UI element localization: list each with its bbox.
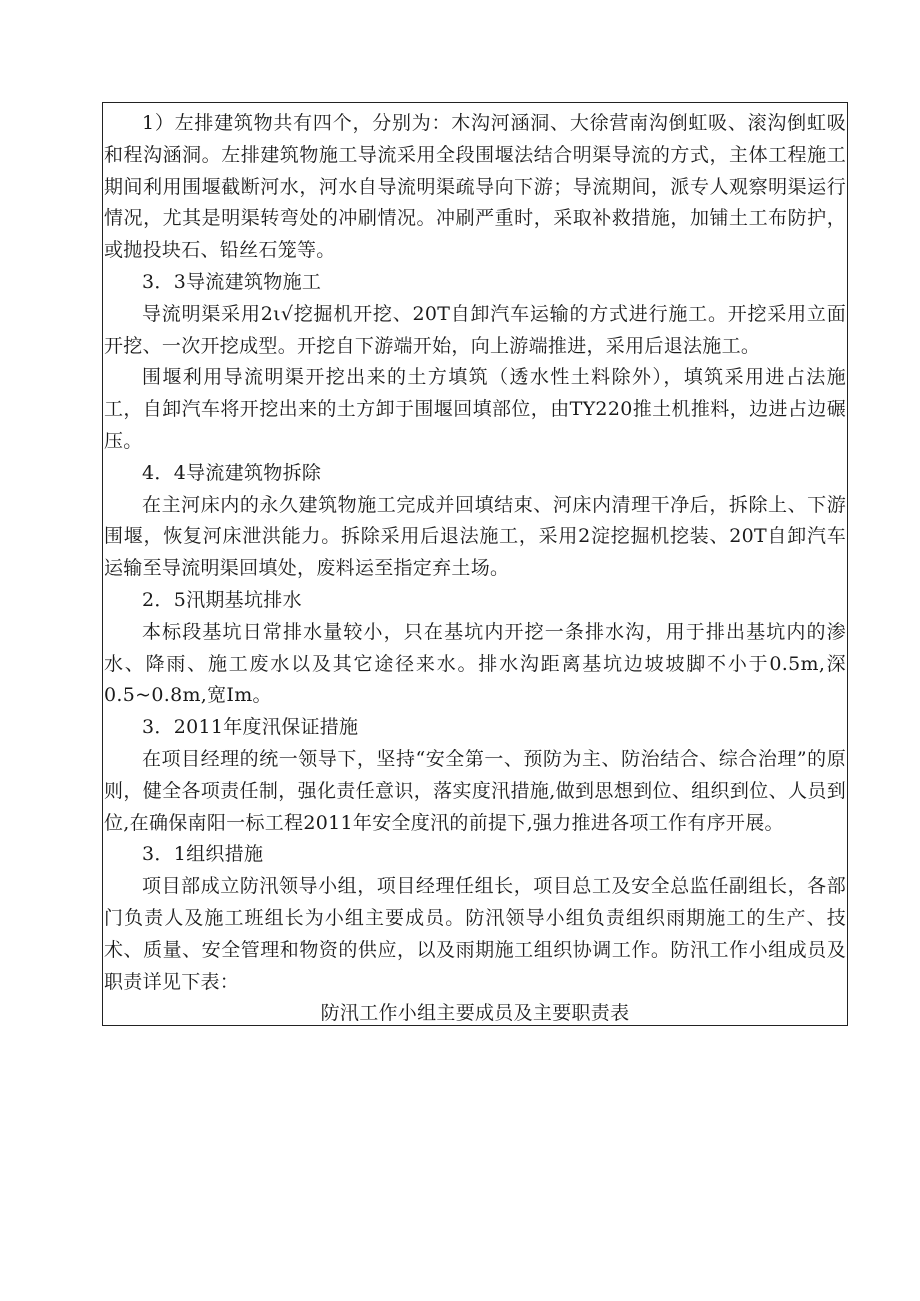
heading-pit-drainage: 2．5汛期基坑排水 <box>142 588 302 611</box>
paragraph-left-drainage: 1）左排建筑物共有四个，分别为：木沟河涵洞、大徐营南沟倒虹吸、滚沟倒虹吸和程沟涵洞。左排建筑物施工导流采用全段围堰法结合明渠导流的方式，主体工程施工期间利用围堰截断河水，河水自导流明渠疏导向下游；导流期间，派专人观察明渠运行情况，尤其是明渠转弯处的冲刷情况。冲刷严重时，采取补救措施，加铺土工布防护，或抛投块石、铅丝石笼等。 <box>104 112 846 262</box>
heading-diversion-construction: 3．3导流建筑物施工 <box>142 270 322 293</box>
heading-diversion-removal: 4．4导流建筑物拆除 <box>142 461 322 484</box>
table-caption: 防汛工作小组主要成员及主要职责表 <box>320 1002 630 1025</box>
heading-organization-measures: 3．1组织措施 <box>142 843 264 866</box>
heading-flood-measures: 3．2011年度汛保证措施 <box>142 716 359 739</box>
document-body <box>104 108 846 1030</box>
paragraph-channel-excavation: 导流明渠采用2ι√挖掘机开挖、20T自卸汽车运输的方式进行施工。开挖采用立面开挖、一次开挖成型。开挖自下游端开始，向上游端推进，采用后退法施工。 <box>104 302 846 357</box>
paragraph-cofferdam-removal: 在主河床内的永久建筑物施工完成并回填结束、河床内清理干净后，拆除上、下游围堰，恢复河床泄洪能力。拆除采用后退法施工，采用2淀挖掘机挖装、20T自卸汽车运输至导流明渠回填处，废料运至指定弃土场。 <box>104 493 846 580</box>
paragraph-pit-drainage: 本标段基坑日常排水量较小，只在基坑内开挖一条排水沟，用于排出基坑内的渗水、降雨、施工废水以及其它途径来水。排水沟距离基坑边坡坡脚不小于0.5m,深0.5~0.8m,宽Im。 <box>104 620 846 707</box>
paragraph-flood-team: 项目部成立防汛领导小组，项目经理任组长，项目总工及安全总监任副组长，各部门负责人及施工班组长为小组主要成员。防汛领导小组负责组织雨期施工的生产、技术、质量、安全管理和物资的供应，以及雨期施工组织协调工作。防汛工作小组成员及职责详见下表： <box>104 875 846 993</box>
paragraph-cofferdam-filling: 围堰利用导流明渠开挖出来的土方填筑（透水性土料除外），填筑采用进占法施工，自卸汽车将开挖出来的土方卸于围堰回填部位，由TY220推土机推料，边进占边碾压。 <box>104 366 846 452</box>
paragraph-flood-principles: 在项目经理的统一领导下，坚持“安全第一、预防为主、防治结合、综合治理”的原则，健全各项责任制，强化责任意识，落实度汛措施,做到思想到位、组织到位、人员到位,在确保南阳一标工程2011年安全度汛的前提下,强力推进各项工作有序开展。 <box>104 747 846 834</box>
